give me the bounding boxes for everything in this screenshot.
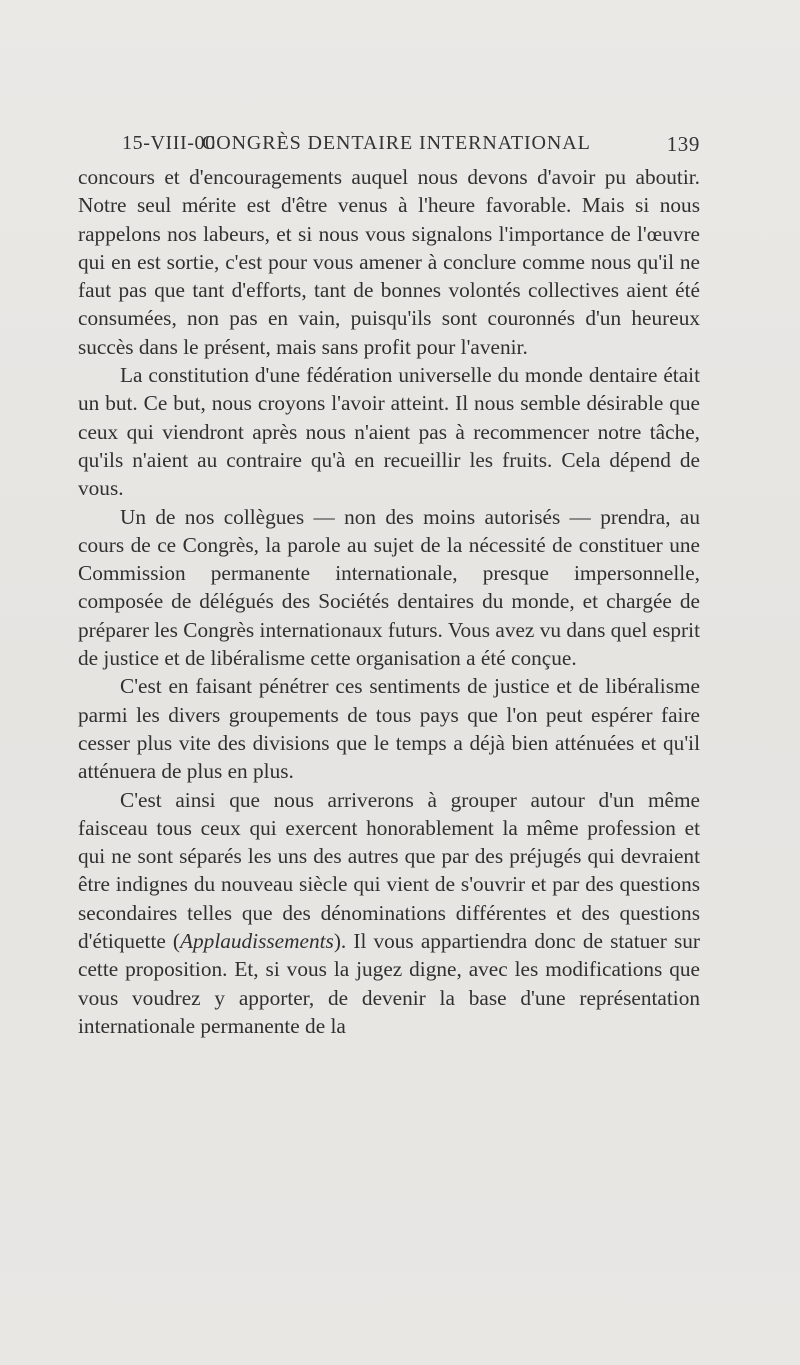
applause-note: Applaudissements [180,929,334,954]
paragraph-continuation: concours et d'encouragements auquel nous devons d'avoir pu aboutir. Notre seul mérite est d'être venus à l'heure favorable. Mais si nous rappelons nos labeurs, et si nous vous signalons l'importance de l'œuvre qui en est sortie, c'est pour vous amener à conclure comme nous qu'il ne faut pas que tant d'efforts, tant de bonnes volontés collectives aient été consumées, non pas en vain, puisqu'ils sont couronnés d'un heureux succès dans le présent, mais sans profit pour l'avenir. [78,165,700,359]
paragraph-grouping [78,786,700,1041]
running-title: CONGRÈS DENTAIRE INTERNATIONAL [202,132,591,154]
paragraph-grouping-start: C'est ainsi que nous arriverons à grouper autour d'un même faisceau tous ceux qui exercent honorablement la même profession et qui ne sont séparés les uns des autres que par des préjugés qui devraient être indignes du nouveau siècle qui vient de s'ouvrir et par des questions secondaires telles que des dénominations différentes et des questions d'étiquette ( [78,787,700,954]
running-head [122,132,700,162]
paragraph-liberalism: C'est en faisant pénétrer ces sentiments de justice et de libéralisme parmi les divers groupements de tous pays que l'on peut espérer faire cesser plus vite des divisions que le temps a déjà bien atténuées et qu'il atténuera de plus en plus. [78,674,700,784]
paragraph-federation: La constitution d'une fédération universelle du monde dentaire était un but. Ce but, nous croyons l'avoir atteint. Il nous semble désirable que ceux qui viendront après nous n'aient pas à recommencer notre tâche, qu'ils n'aient au contraire qu'à en recueillir les fruits. Cela dépend de vous. [78,363,700,501]
paragraph-commission: Un de nos collègues — non des moins autorisés — prendra, au cours de ce Congrès, la parole au sujet de la nécessité de constituer une Commission permanente internationale, presque impersonnelle, composée de délégués des Sociétés dentaires du monde, et chargée de préparer les Congrès internationaux futurs. Vous avez vu dans quel esprit de justice et de libéralisme cette organisation a été conçue. [78,504,700,671]
page-number: 139 [666,132,700,156]
body-text [78,163,700,1040]
folio-date: 15-VIII-00 [122,132,216,154]
paragraph-grouping-end: ). Il vous appartiendra donc de statuer sur cette proposition. Et, si vous la jugez digne, avec les modifications que vous voudrez y apporter, de devenir la base d'une représentation internationale permanente de la [78,929,700,1038]
